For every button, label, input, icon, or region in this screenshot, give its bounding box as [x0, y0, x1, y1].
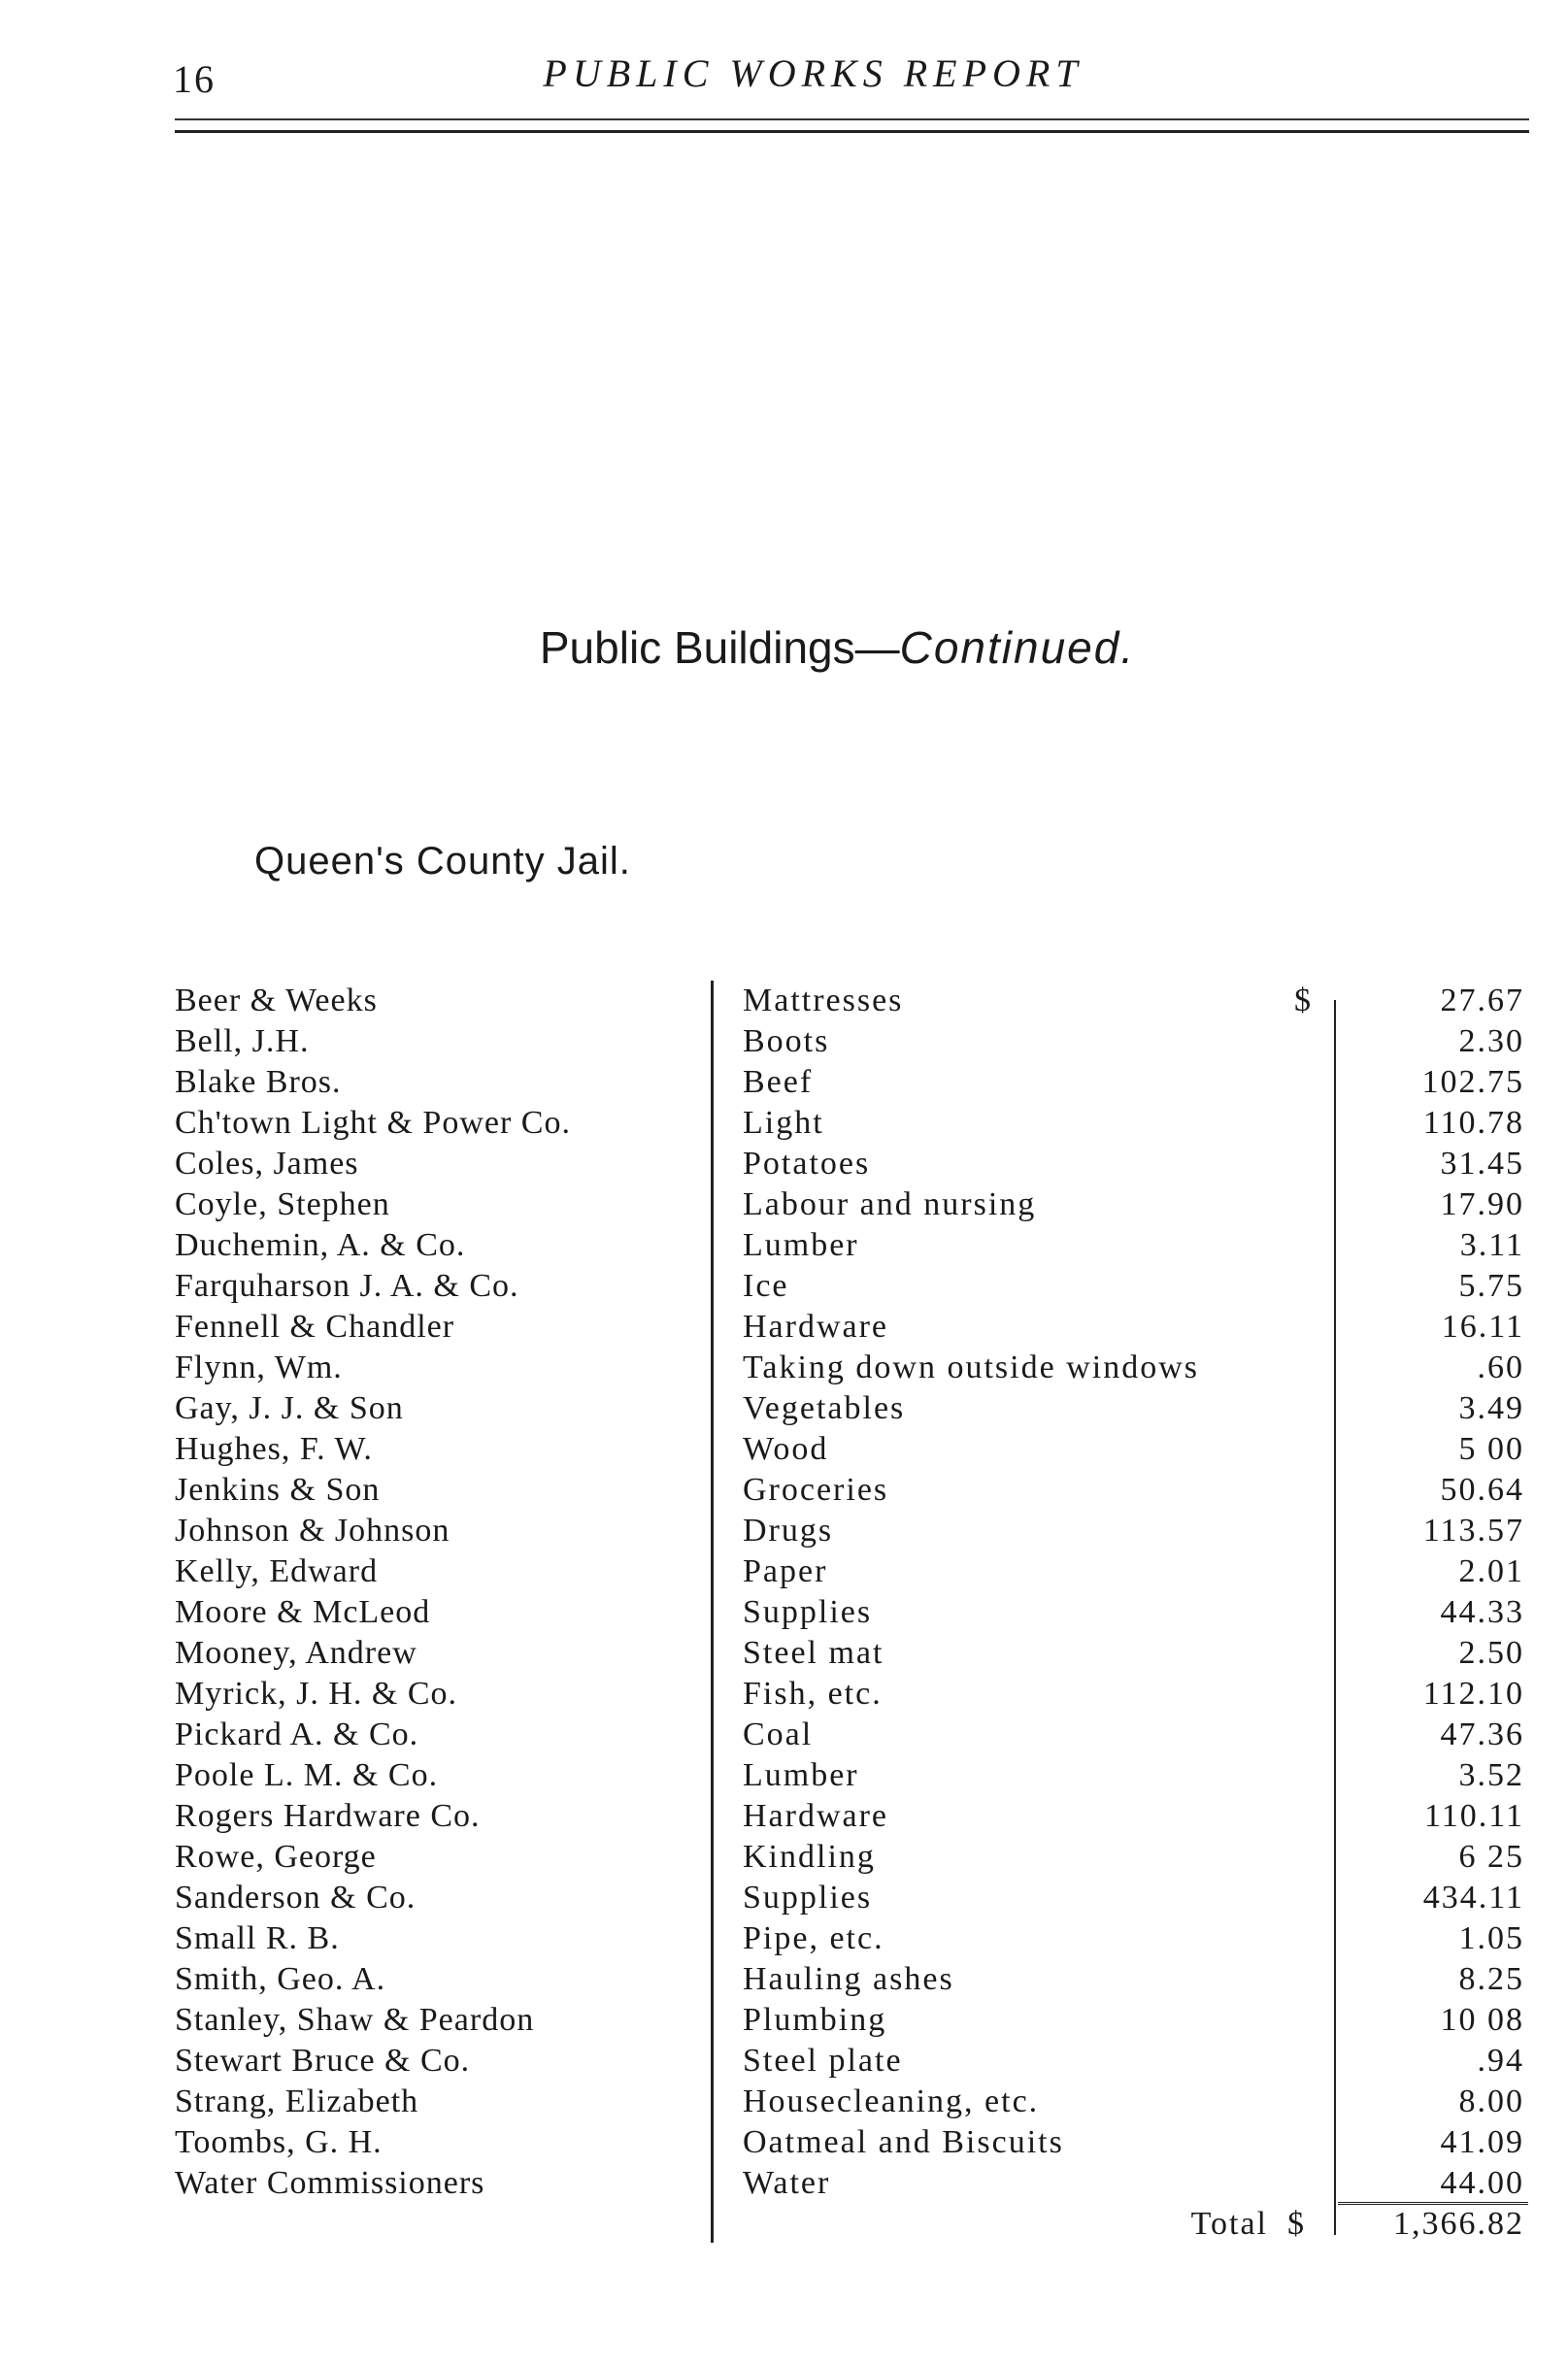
expense-item: Beef	[743, 1064, 814, 1100]
currency-sign: $	[1294, 983, 1311, 1018]
expense-item: Steel mat	[743, 1635, 884, 1671]
table-row	[175, 1592, 1524, 1633]
expense-item: Kindling	[743, 1839, 876, 1875]
expense-amount: 6 25	[1458, 1839, 1524, 1875]
payee-name: Rogers Hardware Co.	[175, 1798, 481, 1834]
payee-name: Kelly, Edward	[175, 1553, 379, 1589]
expense-table	[175, 981, 1524, 2204]
expense-item: Taking down outside windows	[743, 1350, 1199, 1385]
expense-item: Ice	[743, 1268, 789, 1304]
table-row	[175, 1959, 1524, 2000]
expense-amount: 50.64	[1440, 1472, 1524, 1508]
expense-amount: 3.11	[1459, 1227, 1524, 1263]
expense-item: Lumber	[743, 1757, 859, 1793]
payee-name: Stewart Bruce & Co.	[175, 2043, 471, 2079]
payee-name: Poole L. M. & Co.	[175, 1757, 439, 1793]
payee-name: Sanderson & Co.	[175, 1880, 417, 1916]
expense-item: Paper	[743, 1553, 828, 1589]
payee-name: Beer & Weeks	[175, 983, 378, 1018]
expense-amount: 434.11	[1422, 1880, 1524, 1916]
payee-name: Strang, Elizabeth	[175, 2083, 419, 2119]
expense-item: Steel plate	[743, 2043, 903, 2079]
table-row	[175, 2163, 1524, 2204]
table-row	[175, 1225, 1524, 1266]
payee-name: Rowe, George	[175, 1839, 377, 1875]
expense-item: Pipe, etc.	[743, 1920, 884, 1956]
page-number: 16	[173, 57, 216, 101]
table-row	[175, 1878, 1524, 1918]
expense-amount: 5 00	[1458, 1431, 1524, 1467]
payee-name: Ch'town Light & Power Co.	[175, 1105, 571, 1141]
payee-name: Myrick, J. H. & Co.	[175, 1676, 457, 1712]
table-row	[175, 1755, 1524, 1796]
table-row	[175, 1062, 1524, 1103]
table-row	[175, 1551, 1524, 1592]
payee-name: Flynn, Wm.	[175, 1350, 343, 1385]
payee-name: Duchemin, A. & Co.	[175, 1227, 466, 1263]
section-title	[0, 621, 1568, 674]
payee-name: Stanley, Shaw & Peardon	[175, 2002, 535, 2038]
payee-name: Fennell & Chandler	[175, 1309, 455, 1345]
payee-name: Bell, J.H.	[175, 1023, 310, 1059]
table-row	[175, 1715, 1524, 1755]
expense-item: Hauling ashes	[743, 1961, 954, 1997]
expense-amount: 44.00	[1440, 2165, 1524, 2201]
expense-amount: 47.36	[1440, 1716, 1524, 1752]
expense-amount: 2.01	[1458, 1553, 1524, 1589]
header-rule	[175, 118, 1529, 120]
expense-amount: 2.50	[1458, 1635, 1524, 1671]
expense-item: Supplies	[743, 1594, 873, 1630]
expense-amount: 10 08	[1440, 2002, 1524, 2038]
payee-name: Moore & McLeod	[175, 1594, 431, 1630]
expense-item: Coal	[743, 1716, 814, 1752]
total-amount: 1,366.82	[1393, 2206, 1524, 2242]
expense-amount: 16.11	[1441, 1309, 1524, 1345]
payee-name: Small R. B.	[175, 1920, 340, 1956]
payee-name: Farquharson J. A. & Co.	[175, 1268, 519, 1304]
table-row	[175, 981, 1524, 1021]
payee-name: Hughes, F. W.	[175, 1431, 373, 1467]
section-title-main: Public Buildings—	[539, 622, 900, 673]
table-row	[175, 2041, 1524, 2082]
table-row	[175, 1429, 1524, 1470]
expense-item: Housecleaning, etc.	[743, 2083, 1040, 2119]
expense-item: Lumber	[743, 1227, 859, 1263]
expense-amount: 17.90	[1440, 1186, 1524, 1222]
expense-item: Groceries	[743, 1472, 889, 1508]
table-row	[175, 1103, 1524, 1144]
payee-name: Coyle, Stephen	[175, 1186, 390, 1222]
table-row	[175, 1266, 1524, 1307]
total-currency: $	[1287, 2206, 1304, 2242]
expense-amount: 5.75	[1458, 1268, 1524, 1304]
expense-item: Hardware	[743, 1798, 889, 1834]
table-row	[175, 1021, 1524, 1062]
payee-name: Water Commissioners	[175, 2165, 485, 2201]
expense-item: Mattresses	[743, 983, 904, 1018]
expense-amount: 3.49	[1458, 1390, 1524, 1426]
table-row	[175, 1470, 1524, 1511]
payee-name: Gay, J. J. & Son	[175, 1390, 404, 1426]
table-row	[175, 2000, 1524, 2041]
payee-name: Smith, Geo. A.	[175, 1961, 386, 1997]
total-row	[175, 2204, 1524, 2245]
expense-amount: .60	[1477, 1350, 1524, 1385]
payee-name: Pickard A. & Co.	[175, 1716, 419, 1752]
table-row	[175, 1918, 1524, 1959]
payee-name: Jenkins & Son	[175, 1472, 381, 1508]
table-row	[175, 1633, 1524, 1674]
expense-item: Plumbing	[743, 2002, 887, 2038]
expense-item: Oatmeal and Biscuits	[743, 2124, 1064, 2160]
table-row	[175, 2082, 1524, 2122]
table-row	[175, 1184, 1524, 1225]
expense-amount: 113.57	[1422, 1513, 1524, 1549]
table-row	[175, 2122, 1524, 2163]
expense-amount: 1.05	[1458, 1920, 1524, 1956]
expense-amount: 31.45	[1440, 1146, 1524, 1182]
expense-amount: 27.67	[1440, 983, 1524, 1018]
table-row	[175, 1837, 1524, 1878]
table-row	[175, 1388, 1524, 1429]
expense-amount: 110.11	[1424, 1798, 1524, 1834]
expense-item: Light	[743, 1105, 824, 1141]
expense-item: Wood	[743, 1431, 829, 1467]
table-row	[175, 1674, 1524, 1715]
expense-item: Supplies	[743, 1880, 873, 1916]
table-row	[175, 1796, 1524, 1837]
expense-amount: 110.78	[1422, 1105, 1524, 1141]
payee-name: Mooney, Andrew	[175, 1635, 417, 1671]
section-title-continued: Continued.	[899, 622, 1136, 673]
expense-amount: 3.52	[1458, 1757, 1524, 1793]
expense-amount: 112.10	[1422, 1676, 1524, 1712]
expense-amount: 8.25	[1458, 1961, 1524, 1997]
total-label: Total	[1190, 2206, 1268, 2242]
expense-item: Boots	[743, 1023, 830, 1059]
expense-item: Vegetables	[743, 1390, 906, 1426]
header-rule-double	[175, 130, 1529, 133]
table-row	[175, 1511, 1524, 1551]
expense-item: Fish, etc.	[743, 1676, 883, 1712]
expense-amount: 8.00	[1458, 2083, 1524, 2119]
payee-name: Blake Bros.	[175, 1064, 342, 1100]
expense-item: Hardware	[743, 1309, 889, 1345]
expense-item: Drugs	[743, 1513, 834, 1549]
running-head: PUBLIC WORKS REPORT	[543, 51, 1084, 95]
payee-name: Toombs, G. H.	[175, 2124, 383, 2160]
expense-amount: 44.33	[1440, 1594, 1524, 1630]
expense-amount: .94	[1477, 2043, 1524, 2079]
table-row	[175, 1307, 1524, 1348]
expense-item: Water	[743, 2165, 831, 2201]
payee-name: Johnson & Johnson	[175, 1513, 450, 1549]
table-row	[175, 1144, 1524, 1184]
table-row	[175, 1348, 1524, 1388]
expense-amount: 102.75	[1421, 1064, 1524, 1100]
expense-item: Potatoes	[743, 1146, 871, 1182]
expense-amount: 41.09	[1440, 2124, 1524, 2160]
expense-item: Labour and nursing	[743, 1186, 1037, 1222]
expense-amount: 2.30	[1458, 1023, 1524, 1059]
subsection-title: Queen's County Jail.	[254, 840, 631, 883]
payee-name: Coles, James	[175, 1146, 359, 1182]
